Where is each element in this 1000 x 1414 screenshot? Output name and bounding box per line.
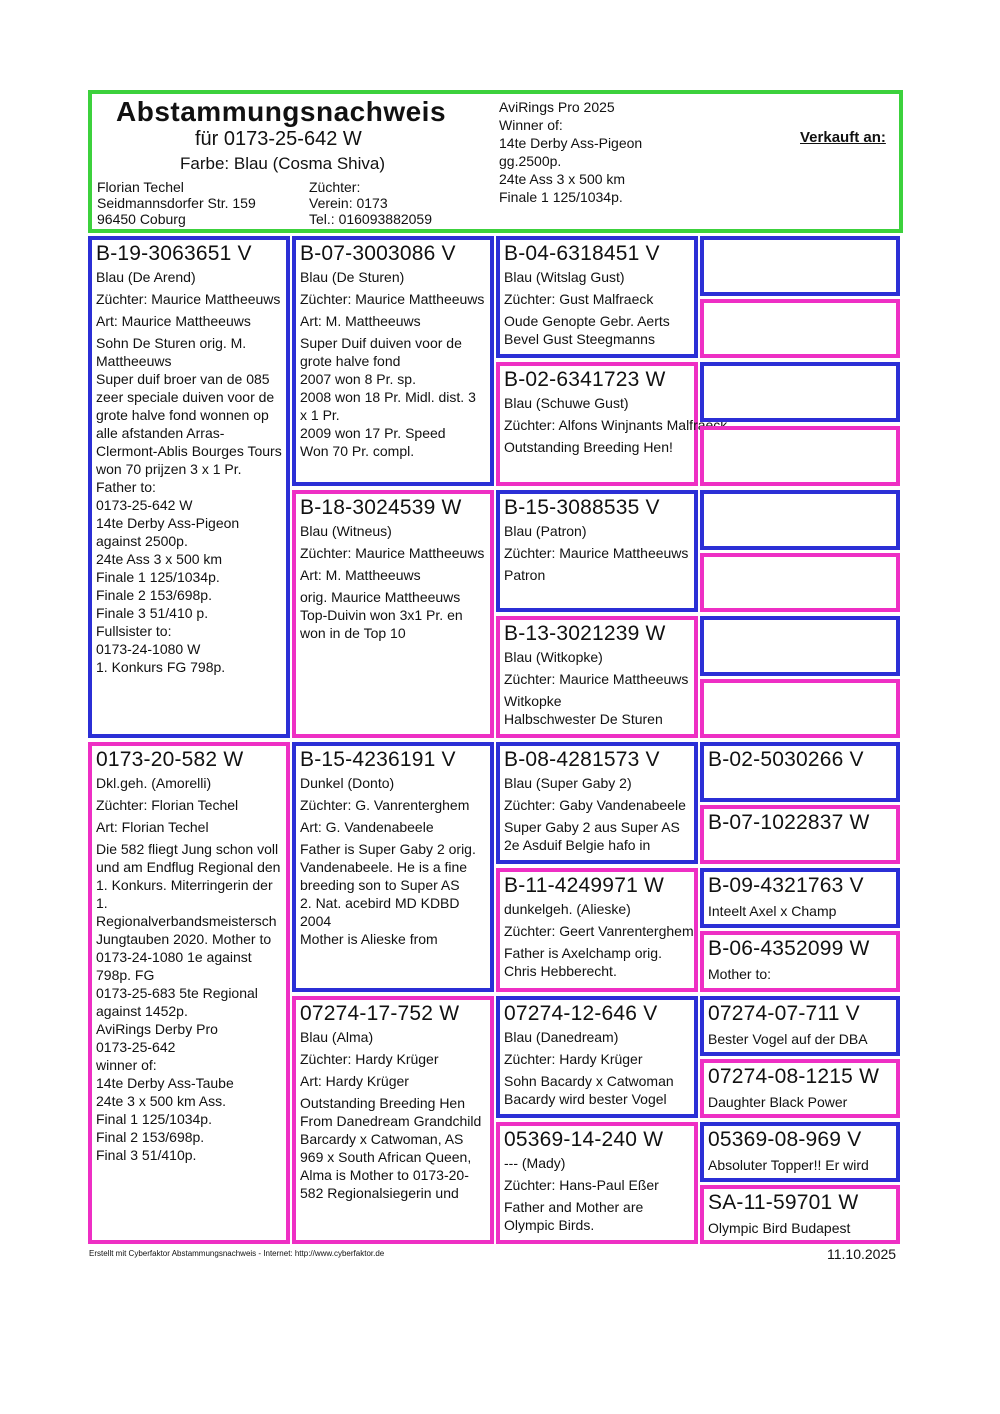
gen4-card-5	[700, 996, 900, 1056]
father-mother-card	[292, 490, 494, 738]
bird-color: Blau (Alma)	[300, 1029, 374, 1045]
bird-notes: Mother to:	[708, 966, 772, 982]
ring-number: B-15-4236191 V	[300, 748, 456, 771]
bird-notes: orig. Maurice Mattheeuws Top-Duivin won 3x1 Pr. en won in de Top 10	[300, 589, 463, 641]
breeder-line: Züchter: Geert Vanrenterghem	[504, 923, 694, 939]
ring-number: 07274-07-711 V	[708, 1002, 860, 1025]
breeder-line: Züchter: Maurice Mattheeuws	[300, 545, 485, 561]
breeder-line: Züchter: Alfons Winjnants Malfraeck	[504, 417, 728, 433]
owner-address: Florian Techel Seidmannsdorfer Str. 159 96450 Coburg	[97, 179, 256, 227]
bird-notes: Sohn Bacardy x Catwoman Bacardy wird bester Vogel	[504, 1073, 674, 1107]
bird-notes: Sohn De Sturen orig. M. Mattheeuws Super duif broer van de 085 zeer speciale duiven voor de grote halve fond wonnen op alle afstanden Arras-Clermont-Ablis Bourges Tours won 70 prijzen 3 x 1 Pr. Father to: 0173-25-642 W 14te Derby Ass-Pigeon against 2500p. 24te Ass 3 x 500 km Finale 1 125/1034p. Finale 2 153/698p. Finale 3 51/410 p. Fullsister to: 0173-24-1080 W 1. Konkurs FG 798p.	[96, 335, 282, 675]
ring-number: B-07-3003086 V	[300, 242, 456, 265]
ring-number: B-06-4352099 W	[708, 937, 870, 960]
fmf-card	[496, 490, 698, 612]
ring-number: 07274-12-646 V	[504, 1002, 658, 1025]
bird-color: Blau (De Sturen)	[300, 269, 405, 285]
mother-mother-card	[292, 996, 494, 1244]
bird-color: Blau (Danedream)	[504, 1029, 619, 1045]
art-line: Art: G. Vandenabeele	[300, 819, 434, 835]
art-line: Art: Maurice Mattheeuws	[96, 313, 251, 329]
bird-color: Blau (Patron)	[504, 523, 587, 539]
breeder-line: Züchter: Gaby Vandenabeele	[504, 797, 686, 813]
ring-number: B-08-4281573 V	[504, 748, 660, 771]
ring-number: B-07-1022837 W	[708, 811, 870, 834]
breeder-line: Züchter: Maurice Mattheeuws	[96, 291, 281, 307]
breeder-line: Züchter: Hardy Krüger	[300, 1051, 439, 1067]
gen4-empty-7	[700, 616, 900, 676]
bird-notes: Oude Genopte Gebr. Aerts Bevel Gust Steegmanns	[504, 313, 670, 347]
bird-notes: Super Duif duiven voor de grote halve fond 2007 won 8 Pr. sp. 2008 won 18 Pr. Midl. dist. 3 x 1 Pr. 2009 won 17 Pr. Speed Won 70 Pr. compl.	[300, 335, 476, 459]
color-line: Farbe: Blau (Cosma Shiva)	[180, 154, 386, 173]
ring-number: B-02-5030266 V	[708, 748, 864, 771]
mff-card	[496, 742, 698, 864]
ring-number: 05369-08-969 V	[708, 1128, 862, 1151]
bird-color: Blau (Witslag Gust)	[504, 269, 625, 285]
mother-father-card	[292, 742, 494, 992]
gen4-empty-3	[700, 362, 900, 422]
gen4-card-8	[700, 1185, 900, 1244]
ring-number: B-19-3063651 V	[96, 242, 252, 265]
bird-notes: Daughter Black Power	[708, 1094, 848, 1110]
ring-number: B-13-3021239 W	[504, 622, 666, 645]
bird-notes: Outstanding Breeding Hen From Danedream Grandchild Barcardy x Catwoman, AS 969 x South African Queen, Alma is Mother to 0173-20-582 Regionalsiegerin und	[300, 1095, 482, 1201]
bird-color: Blau (Witneus)	[300, 523, 392, 539]
art-line: Art: M. Mattheeuws	[300, 313, 421, 329]
bird-color: Blau (Witkopke)	[504, 649, 603, 665]
ring-number: B-04-6318451 V	[504, 242, 660, 265]
breeder-line: Züchter: Hans-Paul Eßer	[504, 1177, 659, 1193]
gen4-empty-5	[700, 490, 900, 550]
bird-notes: Die 582 fliegt Jung schon voll und am Endflug Regional den 1. Konkurs. Miterringerin der 1. Regionalverbandsmeistersch Jungtauben 2020. Mother to 0173-24-1080 1e against 798p. FG 0173-25-683 5te Regional against 1452p. AviRings Derby Pro 0173-25-642 winner of: 14te Derby Ass-Taube 24te 3 x 500 km Ass. Final 1 125/1034p. Final 2 153/698p. Final 3 51/410p.	[96, 841, 281, 1163]
art-line: Art: Florian Techel	[96, 819, 209, 835]
ring-number: B-18-3024539 W	[300, 496, 462, 519]
bird-notes: Father is Super Gaby 2 orig. Vandenabeele. He is a fine breeding son to Super AS 2. Nat. acebird MD KDBD 2004 Mother is Alieske from	[300, 841, 476, 947]
father-card	[88, 236, 290, 738]
gen4-card-1	[700, 742, 900, 802]
footer-date: 11.10.2025	[827, 1246, 897, 1262]
gen4-empty-6	[700, 553, 900, 612]
breeder-line: Züchter: Gust Malfraeck	[504, 291, 654, 307]
bird-notes: Patron	[504, 567, 546, 583]
bird-notes: Witkopke Halbschwester De Sturen	[504, 693, 663, 727]
document-title: Abstammungsnachweis	[116, 96, 447, 127]
father-father-card	[292, 236, 494, 486]
bird-notes: Inteelt Axel x Champ	[708, 903, 837, 919]
breeder-info: Züchter: Verein: 0173 Tel.: 016093882059	[309, 179, 432, 227]
fmm-card	[496, 616, 698, 738]
sold-to-label: Verkauft an:	[800, 129, 886, 146]
ring-number: B-02-6341723 W	[504, 368, 666, 391]
gen4-empty-1	[700, 236, 900, 296]
breeder-line: Züchter: G. Vanrenterghem	[300, 797, 470, 813]
bird-notes: Father is Axelchamp orig. Chris Hebberecht.	[504, 945, 662, 979]
ffm-card	[496, 362, 728, 486]
mmm-card	[496, 1122, 698, 1244]
breeder-line: Züchter: Maurice Mattheeuws	[504, 671, 689, 687]
ring-number: 0173-20-582 W	[96, 748, 244, 771]
ring-number: B-11-4249971 W	[504, 874, 665, 897]
ring-number: 07274-17-752 W	[300, 1002, 460, 1025]
gen4-card-3	[700, 868, 900, 928]
bird-notes: Absoluter Topper!! Er wird	[708, 1157, 869, 1173]
gen4-empty-2	[700, 299, 900, 358]
bird-notes: Father and Mother are Olympic Birds.	[504, 1199, 644, 1233]
breeder-line: Züchter: Maurice Mattheeuws	[300, 291, 485, 307]
bird-notes: Bester Vogel auf der DBA	[708, 1031, 868, 1047]
bird-notes: Outstanding Breeding Hen!	[504, 439, 673, 455]
gen4-card-2	[700, 805, 900, 864]
bird-color: Blau (Schuwe Gust)	[504, 395, 629, 411]
ring-number: 07274-08-1215 W	[708, 1065, 880, 1088]
bird-color: Dkl.geh. (Amorelli)	[96, 775, 212, 791]
gen4-card-4	[700, 931, 900, 992]
bird-color: Blau (Super Gaby 2)	[504, 775, 632, 791]
ring-number: B-09-4321763 V	[708, 874, 864, 897]
achievements: AviRings Pro 2025 Winner of: 14te Derby Ass-Pigeon gg.2500p. 24te Ass 3 x 500 km Finale 1 125/1034p.	[499, 99, 643, 205]
breeder-line: Züchter: Florian Techel	[96, 797, 239, 813]
ring-number: 05369-14-240 W	[504, 1128, 664, 1151]
mfm-card	[496, 868, 698, 992]
document-subtitle: für 0173-25-642 W	[195, 128, 362, 150]
bird-color: --- (Mady)	[504, 1155, 566, 1171]
mother-card	[88, 742, 290, 1244]
gen4-empty-8	[700, 679, 900, 738]
mmf-card	[496, 996, 698, 1118]
breeder-line: Züchter: Maurice Mattheeuws	[504, 545, 689, 561]
bird-color: Dunkel (Donto)	[300, 775, 395, 791]
ring-number: SA-11-59701 W	[708, 1191, 859, 1214]
gen4-empty-4	[700, 426, 900, 486]
footer-credit: Erstellt mit Cyberfaktor Abstammungsnachweis - Internet: http://www.cyberfaktor.de	[89, 1249, 385, 1258]
bird-notes: Olympic Bird Budapest	[708, 1220, 851, 1236]
fff-card	[496, 236, 698, 358]
art-line: Art: Hardy Krüger	[300, 1073, 409, 1089]
art-line: Art: M. Mattheeuws	[300, 567, 421, 583]
bird-color: dunkelgeh. (Alieske)	[504, 901, 631, 917]
bird-color: Blau (De Arend)	[96, 269, 196, 285]
ring-number: B-15-3088535 V	[504, 496, 660, 519]
gen4-card-7	[700, 1122, 900, 1182]
breeder-line: Züchter: Hardy Krüger	[504, 1051, 643, 1067]
bird-notes: Super Gaby 2 aus Super AS 2e Asduif Belgie hafo in	[504, 819, 680, 853]
gen4-card-6	[700, 1059, 900, 1118]
